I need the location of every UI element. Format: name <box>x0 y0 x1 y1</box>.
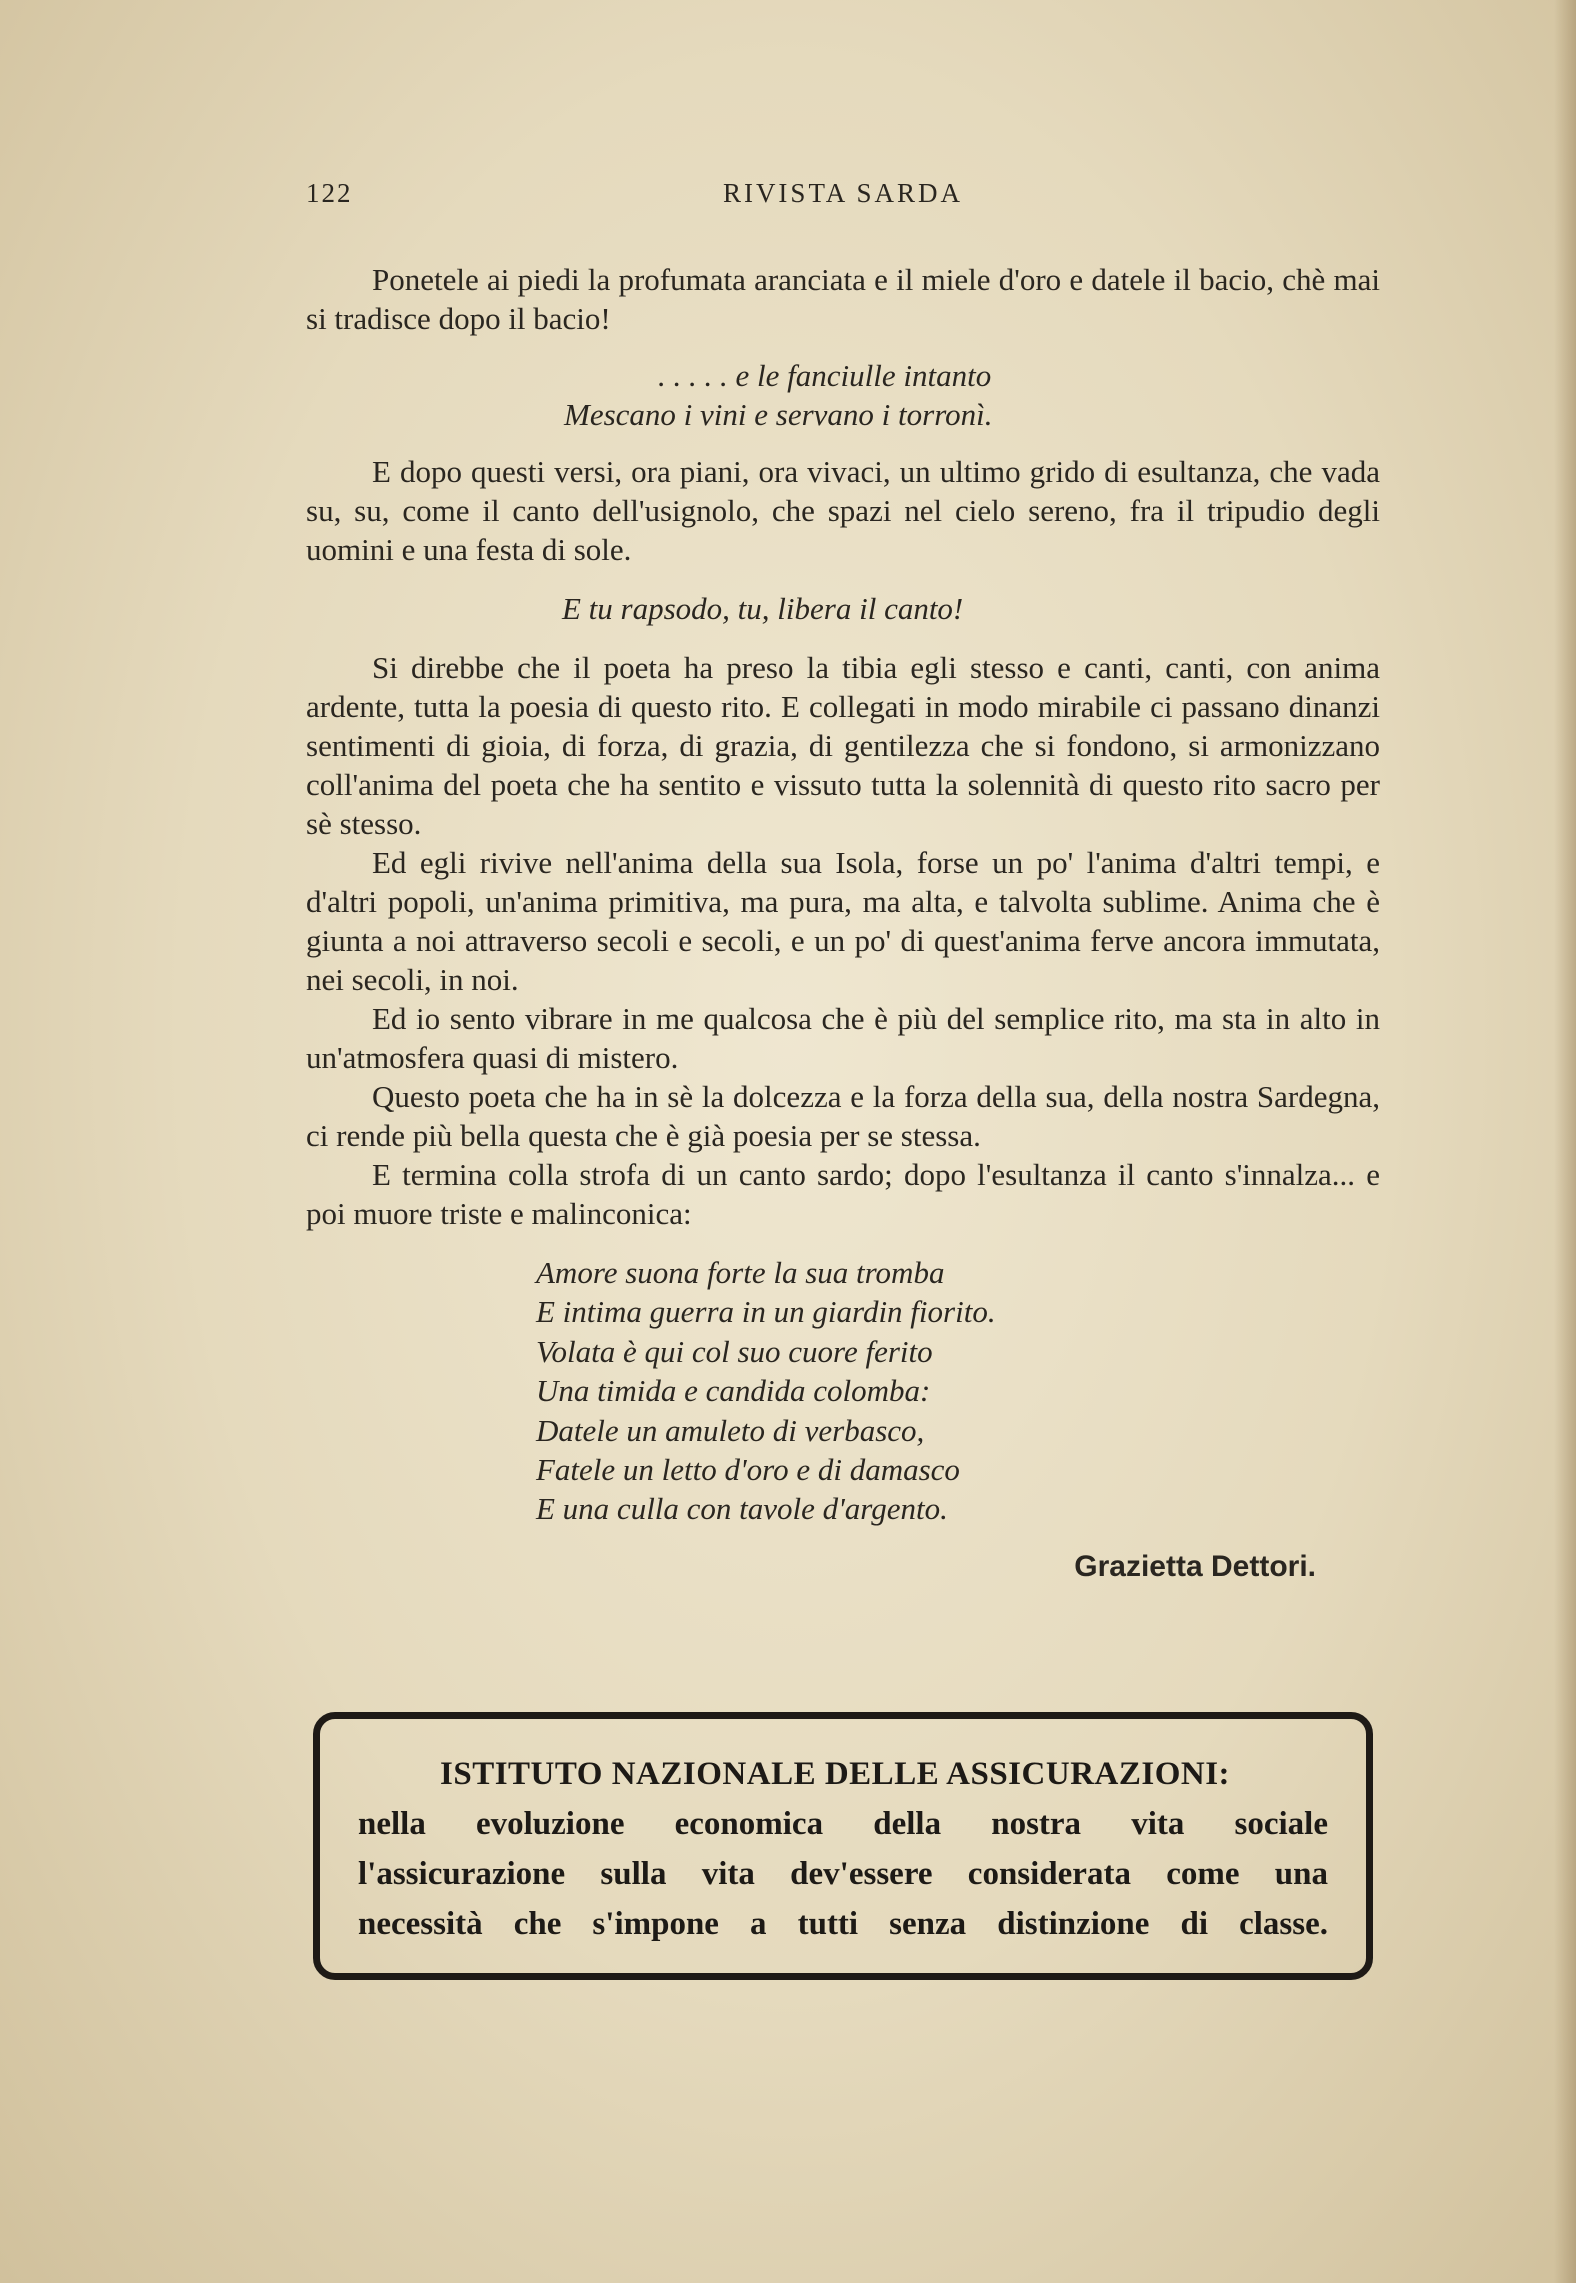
advertisement-text <box>358 1749 1328 1949</box>
paragraph-4: Ed egli rivive nell'anima della sua Isola, forse un po' l'anima d'altri tempi, e d'altri popoli, un'anima primitiva, ma pura, ma alta, e talvolta sublime. Anima che è giunta a noi attraverso secoli e secoli, e un po' di quest'anima ferve ancora immutata, nei secoli, in noi. <box>306 845 1380 997</box>
paragraph-2: E dopo questi versi, ora piani, ora vivaci, un ultimo grido di esultanza, che vada su, su, come il canto dell'usignolo, che spazi nel cielo sereno, fra il tripudio degli uomini e una festa di sole. <box>306 454 1380 567</box>
poem-line: Volata è qui col suo cuore ferito <box>536 1333 933 1369</box>
poem-line: Amore suona forte la sua tromba <box>536 1255 945 1290</box>
advertisement-box <box>313 1712 1373 1980</box>
paragraph-5: Ed io sento vibrare in me qualcosa che è più del semplice rito, ma sta in alto in un'atmosfera quasi di mistero. <box>306 1001 1380 1075</box>
poem-line: Fatele un letto d'oro e di damasco <box>536 1452 960 1488</box>
journal-title: RIVISTA SARDA <box>722 178 964 208</box>
page-number: 122 <box>306 178 353 208</box>
quote-1-line-1: . . . . . e le fanciulle intanto <box>658 358 992 393</box>
quote-1-line-2: Mescano i vini e servano i torronì. <box>564 397 993 432</box>
article-body <box>306 260 1380 1586</box>
advertisement-line: necessità che s'impone a tutti senza distinzione di classe. <box>358 1906 1328 1942</box>
poem-line: E una culla con tavole d'argento. <box>536 1491 948 1527</box>
author-signature: Grazietta Dettori. <box>1074 1549 1316 1583</box>
quote-2: E tu rapsodo, tu, libera il canto! <box>562 591 964 626</box>
paragraph-3: Si direbbe che il poeta ha preso la tibia egli stesso e canti, canti, con anima ardente, tutta la poesia di questo rito. E collegati in modo mirabile ci passano dinanzi sentimenti di gioia, di forza, di grazia, di gentilezza che si fondono, si armonizzano coll'anima del poeta che ha sentito e vissuto tutta la solennità di questo rito sacro per sè stesso. <box>306 650 1380 841</box>
advertisement-line: l'assicurazione sulla vita dev'essere considerata come una <box>358 1856 1328 1892</box>
poem-line: E intima guerra in un giardin fiorito. <box>536 1294 996 1330</box>
page-edge-shadow <box>1554 0 1576 2283</box>
advertisement-heading: ISTITUTO NAZIONALE DELLE ASSICURAZIONI: <box>440 1756 1231 1792</box>
poem-line: Datele un amuleto di verbasco, <box>536 1412 925 1448</box>
running-head <box>306 178 1380 214</box>
poem-line: Una timida e candida colomba: <box>536 1373 931 1409</box>
paragraph-1: Ponetele ai piedi la profumata aranciata e il miele d'oro e datele il bacio, chè mai si tradisce dopo il bacio! <box>306 262 1380 336</box>
paragraph-7: E termina colla strofa di un canto sardo; dopo l'esultanza il canto s'innalza... e poi muore triste e malinconica: <box>306 1157 1380 1231</box>
poem-stanza <box>536 1253 1380 1529</box>
advertisement-line: nella evoluzione economica della nostra vita sociale <box>358 1806 1328 1842</box>
paragraph-6: Questo poeta che ha in sè la dolcezza e la forza della sua, della nostra Sardegna, ci rende più bella questa che è già poesia per se stessa. <box>306 1079 1380 1153</box>
